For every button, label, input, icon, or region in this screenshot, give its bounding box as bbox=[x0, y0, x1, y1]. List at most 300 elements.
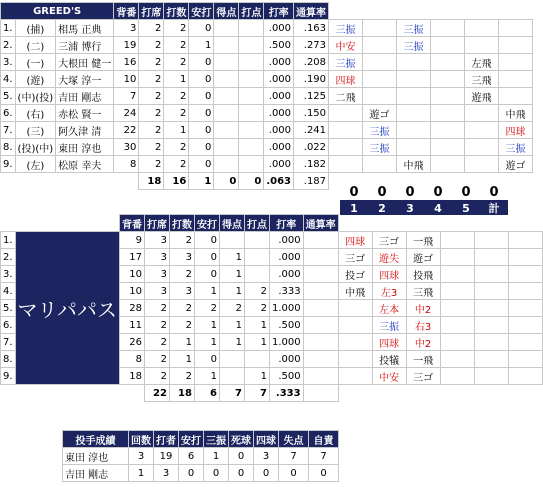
stat-bn: 10 bbox=[119, 283, 144, 300]
stat-rbi bbox=[239, 54, 264, 71]
stat-h: 0 bbox=[194, 249, 219, 266]
stat-pa: 3 bbox=[144, 232, 169, 249]
at-bat-result bbox=[474, 232, 508, 249]
pitch-col-ip: 回数 bbox=[129, 431, 154, 448]
at-bat-result bbox=[440, 351, 474, 368]
player-name: 阿久津 清 bbox=[56, 122, 114, 139]
stat-tavg: .182 bbox=[294, 156, 329, 173]
stat-avg: .333 bbox=[269, 283, 303, 300]
stat-bn: 24 bbox=[114, 105, 139, 122]
pitcher-bf: 19 bbox=[154, 448, 179, 465]
stat-h: 0 bbox=[189, 156, 214, 173]
inning-3: 3 bbox=[396, 200, 424, 216]
pitcher-bf: 3 bbox=[154, 465, 179, 482]
total-ab: 16 bbox=[164, 173, 189, 190]
at-bat-result bbox=[474, 300, 508, 317]
table-row bbox=[1, 122, 533, 139]
at-bat-result: 二飛 bbox=[329, 88, 363, 105]
player-name: 松原 幸夫 bbox=[56, 156, 114, 173]
inning-4: 4 bbox=[424, 200, 452, 216]
table-row bbox=[1, 88, 533, 105]
table-row bbox=[1, 139, 533, 156]
score-away-4: 0 bbox=[424, 184, 452, 200]
stat-ab: 2 bbox=[164, 139, 189, 156]
at-bat-result: 中安 bbox=[372, 368, 406, 385]
stat-rbi: 1 bbox=[244, 368, 269, 385]
at-bat-result bbox=[363, 37, 397, 54]
at-bat-result bbox=[329, 139, 363, 156]
stat-bn: 17 bbox=[119, 249, 144, 266]
stat-r bbox=[214, 156, 239, 173]
score-away-total: 0 bbox=[480, 184, 508, 200]
at-bat-result bbox=[431, 54, 465, 71]
at-bat-result bbox=[431, 20, 465, 37]
stat-avg: 1.000 bbox=[269, 300, 303, 317]
stat-r bbox=[219, 351, 244, 368]
at-bat-result bbox=[474, 317, 508, 334]
pitcher-bb: 0 bbox=[254, 465, 279, 482]
col-pa: 打席 bbox=[139, 3, 164, 20]
position: (右) bbox=[15, 105, 56, 122]
at-bat-result: 三飛 bbox=[406, 283, 440, 300]
table-row bbox=[1, 54, 533, 71]
stat-h: 0 bbox=[189, 105, 214, 122]
stat-ab: 1 bbox=[164, 122, 189, 139]
stat-avg: .000 bbox=[264, 156, 294, 173]
at-bat-result: 中飛 bbox=[338, 283, 372, 300]
at-bat-result bbox=[508, 283, 542, 300]
stat-r: 1 bbox=[219, 317, 244, 334]
at-bat-result: 遊飛 bbox=[465, 88, 499, 105]
col-avg: 打率 bbox=[269, 215, 303, 232]
batting-order: 5. bbox=[1, 300, 16, 317]
batting-order: 4. bbox=[1, 283, 16, 300]
stat-pa: 2 bbox=[144, 351, 169, 368]
pitch-col-bf: 打者 bbox=[154, 431, 179, 448]
at-bat-result bbox=[465, 105, 499, 122]
stat-pa: 2 bbox=[144, 317, 169, 334]
stat-ab: 2 bbox=[169, 300, 194, 317]
stat-r bbox=[214, 122, 239, 139]
at-bat-result bbox=[440, 266, 474, 283]
at-bat-result bbox=[508, 334, 542, 351]
at-bat-result: 三振 bbox=[363, 122, 397, 139]
stat-tavg: .022 bbox=[294, 139, 329, 156]
inning-2: 2 bbox=[368, 200, 396, 216]
at-bat-result: 左3 bbox=[372, 283, 406, 300]
at-bat-result bbox=[508, 232, 542, 249]
at-bat-result bbox=[508, 266, 542, 283]
stat-pa: 3 bbox=[144, 249, 169, 266]
stat-r: 1 bbox=[219, 266, 244, 283]
at-bat-result bbox=[440, 249, 474, 266]
stat-avg: .500 bbox=[269, 368, 303, 385]
stat-avg: .000 bbox=[264, 71, 294, 88]
at-bat-result: 中飛 bbox=[499, 105, 533, 122]
stat-h: 0 bbox=[194, 232, 219, 249]
at-bat-result bbox=[363, 88, 397, 105]
at-bat-result bbox=[329, 105, 363, 122]
stat-avg: .000 bbox=[264, 20, 294, 37]
stat-rbi: 2 bbox=[244, 300, 269, 317]
stat-pa: 2 bbox=[144, 368, 169, 385]
at-bat-result bbox=[465, 156, 499, 173]
stat-ab: 3 bbox=[169, 283, 194, 300]
stat-bn: 8 bbox=[119, 351, 144, 368]
stat-ab: 2 bbox=[169, 317, 194, 334]
col-h: 安打 bbox=[189, 3, 214, 20]
at-bat-result bbox=[338, 368, 372, 385]
pitcher-k: 1 bbox=[204, 448, 229, 465]
pitcher-name: 吉田 剛志 bbox=[63, 465, 129, 482]
pitcher-h: 6 bbox=[179, 448, 204, 465]
stat-r: 1 bbox=[219, 283, 244, 300]
pitcher-h: 0 bbox=[179, 465, 204, 482]
score-away-2: 0 bbox=[368, 184, 396, 200]
stat-avg: .500 bbox=[264, 37, 294, 54]
stat-ab: 2 bbox=[169, 368, 194, 385]
player-name: 吉田 剛志 bbox=[56, 88, 114, 105]
total-tavg bbox=[303, 385, 338, 402]
col-h: 安打 bbox=[194, 215, 219, 232]
pitch-col-bb: 四球 bbox=[254, 431, 279, 448]
stat-avg: .500 bbox=[269, 317, 303, 334]
at-bat-result bbox=[431, 156, 465, 173]
position: (一) bbox=[15, 54, 56, 71]
stat-ab: 1 bbox=[169, 351, 194, 368]
at-bat-result bbox=[397, 122, 431, 139]
total-r: 7 bbox=[219, 385, 244, 402]
stat-r: 1 bbox=[219, 249, 244, 266]
stat-pa: 2 bbox=[139, 139, 164, 156]
at-bat-result: 左本 bbox=[372, 300, 406, 317]
stat-h: 0 bbox=[189, 88, 214, 105]
stat-avg: .000 bbox=[269, 266, 303, 283]
at-bat-result bbox=[465, 37, 499, 54]
score-away-5: 0 bbox=[452, 184, 480, 200]
stat-h: 0 bbox=[189, 122, 214, 139]
at-bat-result: 三振 bbox=[329, 54, 363, 71]
at-bat-result bbox=[440, 283, 474, 300]
stat-tavg bbox=[303, 249, 338, 266]
at-bat-result: 三振 bbox=[329, 20, 363, 37]
col-bn: 背番 bbox=[119, 215, 144, 232]
at-bat-result bbox=[363, 20, 397, 37]
stat-avg: .000 bbox=[264, 139, 294, 156]
at-bat-result: 四球 bbox=[372, 266, 406, 283]
batting-order: 9. bbox=[1, 368, 16, 385]
stat-bn: 28 bbox=[119, 300, 144, 317]
at-bat-result bbox=[474, 249, 508, 266]
at-bat-result bbox=[474, 266, 508, 283]
batting-order: 9. bbox=[1, 156, 16, 173]
stat-avg: .000 bbox=[264, 105, 294, 122]
stat-rbi bbox=[244, 249, 269, 266]
stat-bn: 16 bbox=[114, 54, 139, 71]
stat-pa: 2 bbox=[139, 105, 164, 122]
at-bat-result bbox=[440, 368, 474, 385]
player-name: 大根田 健一 bbox=[56, 54, 114, 71]
pitcher-hbp: 0 bbox=[229, 448, 254, 465]
table-row bbox=[1, 232, 543, 249]
stat-h: 1 bbox=[194, 283, 219, 300]
stat-h: 0 bbox=[194, 351, 219, 368]
stat-tavg: .241 bbox=[294, 122, 329, 139]
at-bat-result bbox=[363, 71, 397, 88]
stat-h: 1 bbox=[194, 368, 219, 385]
col-ab: 打数 bbox=[164, 3, 189, 20]
at-bat-result bbox=[440, 300, 474, 317]
batting-order: 2. bbox=[1, 249, 16, 266]
stat-tavg bbox=[303, 266, 338, 283]
batting-order: 3. bbox=[1, 266, 16, 283]
batting-order: 7. bbox=[1, 122, 16, 139]
position: (二) bbox=[15, 37, 56, 54]
pitcher-r: 7 bbox=[279, 448, 309, 465]
stat-ab: 2 bbox=[164, 88, 189, 105]
stat-bn: 26 bbox=[119, 334, 144, 351]
pitcher-ip: 1 bbox=[129, 465, 154, 482]
stat-r bbox=[214, 139, 239, 156]
stat-h: 0 bbox=[189, 139, 214, 156]
stat-tavg bbox=[303, 351, 338, 368]
position: (遊) bbox=[15, 71, 56, 88]
col-avg: 打率 bbox=[264, 3, 294, 20]
table-row bbox=[1, 71, 533, 88]
at-bat-result bbox=[499, 20, 533, 37]
stat-rbi bbox=[239, 105, 264, 122]
stat-avg: 1.000 bbox=[269, 334, 303, 351]
score-away-3: 0 bbox=[396, 184, 424, 200]
stat-h: 0 bbox=[189, 20, 214, 37]
col-r: 得点 bbox=[214, 3, 239, 20]
player-name: 東田 淳也 bbox=[56, 139, 114, 156]
stat-bn: 30 bbox=[114, 139, 139, 156]
pitcher-bb: 3 bbox=[254, 448, 279, 465]
stat-tavg: .208 bbox=[294, 54, 329, 71]
batting-order: 1. bbox=[1, 232, 16, 249]
stat-avg: .000 bbox=[269, 232, 303, 249]
inning-1: 1 bbox=[340, 200, 368, 216]
stat-tavg: .125 bbox=[294, 88, 329, 105]
total-avg: .063 bbox=[264, 173, 294, 190]
col-ab: 打数 bbox=[169, 215, 194, 232]
total-rbi: 7 bbox=[244, 385, 269, 402]
at-bat-result bbox=[363, 54, 397, 71]
at-bat-result bbox=[474, 351, 508, 368]
total-ab: 18 bbox=[169, 385, 194, 402]
at-bat-result: 三ゴ bbox=[338, 249, 372, 266]
totals-row bbox=[1, 385, 543, 402]
at-bat-result bbox=[431, 122, 465, 139]
stat-ab: 2 bbox=[169, 266, 194, 283]
batting-order: 1. bbox=[1, 20, 16, 37]
total-h: 6 bbox=[194, 385, 219, 402]
batting-order: 2. bbox=[1, 37, 16, 54]
pitcher-er: 0 bbox=[309, 465, 339, 482]
pitcher-r: 0 bbox=[279, 465, 309, 482]
stat-tavg bbox=[303, 283, 338, 300]
total-avg: .333 bbox=[269, 385, 303, 402]
at-bat-result bbox=[474, 334, 508, 351]
stat-r bbox=[214, 105, 239, 122]
at-bat-result bbox=[338, 334, 372, 351]
col-rbi: 打点 bbox=[244, 215, 269, 232]
stat-r: 2 bbox=[219, 300, 244, 317]
stat-rbi: 1 bbox=[244, 334, 269, 351]
batting-order: 6. bbox=[1, 317, 16, 334]
at-bat-result bbox=[431, 71, 465, 88]
col-pa: 打席 bbox=[144, 215, 169, 232]
at-bat-result bbox=[499, 88, 533, 105]
total-tavg: .187 bbox=[294, 173, 329, 190]
at-bat-result bbox=[474, 368, 508, 385]
at-bat-result: 四球 bbox=[372, 334, 406, 351]
stat-rbi bbox=[239, 20, 264, 37]
at-bat-result: 遊ゴ bbox=[499, 156, 533, 173]
at-bat-result: 投飛 bbox=[406, 266, 440, 283]
at-bat-result: 三ゴ bbox=[406, 368, 440, 385]
col-rbi: 打点 bbox=[239, 3, 264, 20]
at-bat-result: 中安 bbox=[329, 37, 363, 54]
stat-rbi bbox=[244, 351, 269, 368]
at-bat-result: 右3 bbox=[406, 317, 440, 334]
at-bat-result bbox=[431, 105, 465, 122]
stat-tavg bbox=[303, 317, 338, 334]
stat-pa: 2 bbox=[139, 122, 164, 139]
stat-bn: 11 bbox=[119, 317, 144, 334]
at-bat-result bbox=[508, 351, 542, 368]
pitcher-er: 7 bbox=[309, 448, 339, 465]
at-bat-result bbox=[397, 71, 431, 88]
total-rbi: 0 bbox=[239, 173, 264, 190]
inning-5: 5 bbox=[452, 200, 480, 216]
pitch-col-hbp: 死球 bbox=[229, 431, 254, 448]
col-tavg: 通算率 bbox=[303, 215, 338, 232]
at-bat-result: 遊ゴ bbox=[406, 249, 440, 266]
at-bat-result: 一飛 bbox=[406, 232, 440, 249]
stat-pa: 2 bbox=[144, 334, 169, 351]
team2-name: マリパパス bbox=[15, 232, 119, 385]
stat-pa: 2 bbox=[139, 20, 164, 37]
stat-r: 1 bbox=[219, 334, 244, 351]
pitch-col-r: 失点 bbox=[279, 431, 309, 448]
at-bat-result bbox=[508, 317, 542, 334]
stat-ab: 3 bbox=[169, 249, 194, 266]
at-bat-result bbox=[508, 368, 542, 385]
table-row bbox=[1, 105, 533, 122]
table-row bbox=[1, 37, 533, 54]
batting-order: 8. bbox=[1, 139, 16, 156]
at-bat-result: 投ゴ bbox=[338, 266, 372, 283]
pitcher-ip: 3 bbox=[129, 448, 154, 465]
at-bat-result bbox=[329, 156, 363, 173]
stat-tavg bbox=[303, 232, 338, 249]
pitch-col-er: 自責 bbox=[309, 431, 339, 448]
col-r: 得点 bbox=[219, 215, 244, 232]
stat-tavg bbox=[303, 368, 338, 385]
stat-avg: .000 bbox=[264, 88, 294, 105]
at-bat-result: 三振 bbox=[372, 317, 406, 334]
at-bat-result: 中飛 bbox=[397, 156, 431, 173]
stat-rbi bbox=[239, 156, 264, 173]
stat-pa: 2 bbox=[139, 37, 164, 54]
batting-order: 6. bbox=[1, 105, 16, 122]
team1-box-score bbox=[0, 2, 533, 190]
stat-rbi bbox=[239, 88, 264, 105]
stat-rbi: 2 bbox=[244, 283, 269, 300]
stat-ab: 2 bbox=[164, 105, 189, 122]
stat-h: 0 bbox=[189, 54, 214, 71]
stat-bn: 18 bbox=[119, 368, 144, 385]
pitching-table bbox=[62, 430, 339, 482]
at-bat-result: 三ゴ bbox=[372, 232, 406, 249]
batting-order: 5. bbox=[1, 88, 16, 105]
at-bat-result bbox=[431, 37, 465, 54]
stat-tavg: .190 bbox=[294, 71, 329, 88]
stat-bn: 19 bbox=[114, 37, 139, 54]
stat-pa: 2 bbox=[139, 71, 164, 88]
score-away-1: 0 bbox=[340, 184, 368, 200]
batting-order: 3. bbox=[1, 54, 16, 71]
stat-tavg bbox=[303, 334, 338, 351]
at-bat-result bbox=[431, 88, 465, 105]
position: (捕) bbox=[15, 20, 56, 37]
at-bat-result bbox=[338, 351, 372, 368]
stat-avg: .000 bbox=[264, 122, 294, 139]
stat-r bbox=[214, 20, 239, 37]
stat-ab: 2 bbox=[169, 232, 194, 249]
stat-bn: 10 bbox=[119, 266, 144, 283]
at-bat-result bbox=[465, 20, 499, 37]
at-bat-result: 中2 bbox=[406, 300, 440, 317]
stat-r bbox=[219, 232, 244, 249]
at-bat-result bbox=[499, 37, 533, 54]
pitcher-k: 0 bbox=[204, 465, 229, 482]
batting-order: 7. bbox=[1, 334, 16, 351]
position: (三) bbox=[15, 122, 56, 139]
batting-order: 8. bbox=[1, 351, 16, 368]
stat-h: 1 bbox=[194, 317, 219, 334]
player-name: 相馬 正典 bbox=[56, 20, 114, 37]
pitcher-name: 東田 淳也 bbox=[63, 448, 129, 465]
stat-rbi bbox=[239, 122, 264, 139]
at-bat-result bbox=[508, 249, 542, 266]
total-h: 1 bbox=[189, 173, 214, 190]
player-name: 赤松 賢一 bbox=[56, 105, 114, 122]
stat-r bbox=[219, 368, 244, 385]
at-bat-result: 三振 bbox=[363, 139, 397, 156]
at-bat-result bbox=[397, 105, 431, 122]
stat-ab: 2 bbox=[164, 37, 189, 54]
table-row bbox=[1, 156, 533, 173]
stat-bn: 7 bbox=[114, 88, 139, 105]
at-bat-result: 四球 bbox=[329, 71, 363, 88]
table-row bbox=[1, 20, 533, 37]
stat-pa: 2 bbox=[139, 156, 164, 173]
player-name: 大塚 淳一 bbox=[56, 71, 114, 88]
stat-pa: 2 bbox=[139, 88, 164, 105]
stat-rbi bbox=[244, 266, 269, 283]
stat-h: 1 bbox=[189, 37, 214, 54]
player-name: 三浦 博行 bbox=[56, 37, 114, 54]
position: (中)(投) bbox=[15, 88, 56, 105]
col-tavg: 通算率 bbox=[294, 3, 329, 20]
total-pa: 22 bbox=[144, 385, 169, 402]
stat-rbi bbox=[239, 37, 264, 54]
stat-bn: 8 bbox=[114, 156, 139, 173]
at-bat-result bbox=[474, 283, 508, 300]
